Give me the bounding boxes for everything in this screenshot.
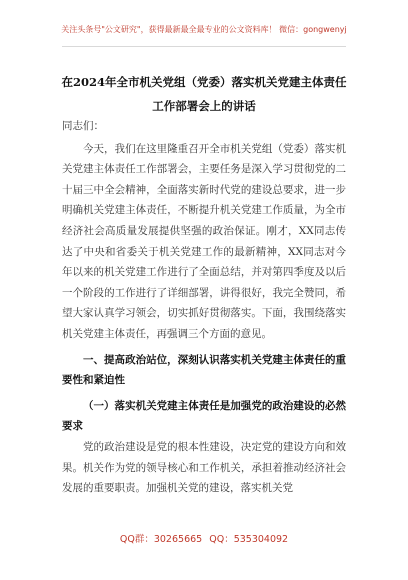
document-body [62, 116, 346, 499]
footer-contact [0, 531, 408, 545]
intro-paragraph: 今天，我们在这里隆重召开全市机关党组（党委）落实机关党建主体责任工作部署会，主要任务是深入学习贯彻党的二十届三中全会精神，全面落实新时代党的建设总要求，进一步明确机关党建主体责任，不断提升机关党建工作质量，为全市经济社会高质量发展提供坚强的政治保证。刚才，XX同志传达了中央和省委关于机关党建工作的最新精神，XX同志对今年以来的机关党建工作进行了全面总结，并对第四季度及以后一个阶段的工作进行了详细部署，讲得很好，我完全赞同，希望大家认真学习领会，切实抓好贯彻落实。下面，我围绕落实机关党建主体责任，再强调三个方面的意见。 [62, 142, 346, 340]
section-heading: 一、提高政治站位，深刻认识落实机关党建主体责任的重要性和紧迫性 [62, 353, 346, 387]
salutation: 同志们： [62, 120, 104, 132]
header-note: 关注头条号"公文研究"，获得最新最全最专业的公文资料库！ 微信：gongwenyj [61, 25, 347, 34]
document-title: 在2024年全市机关党组（党委）落实机关党建主体责任工作部署会上的讲话 [61, 75, 347, 113]
subsection-heading: （一）落实机关党建主体责任是加强党的政治建设的必然要求 [62, 399, 346, 433]
subsection-paragraph: 党的政治建设是党的根本性建设，决定党的建设方向和效果。机关作为党的领导核心和工作机关，承担着推动经济社会发展的重要职责。加强机关党的建设，落实机关党 [62, 440, 346, 495]
footer-qq: QQ：535304092 [209, 534, 289, 545]
header-divider [62, 46, 346, 47]
footer-qq-group: QQ群：30265665 [119, 534, 203, 545]
